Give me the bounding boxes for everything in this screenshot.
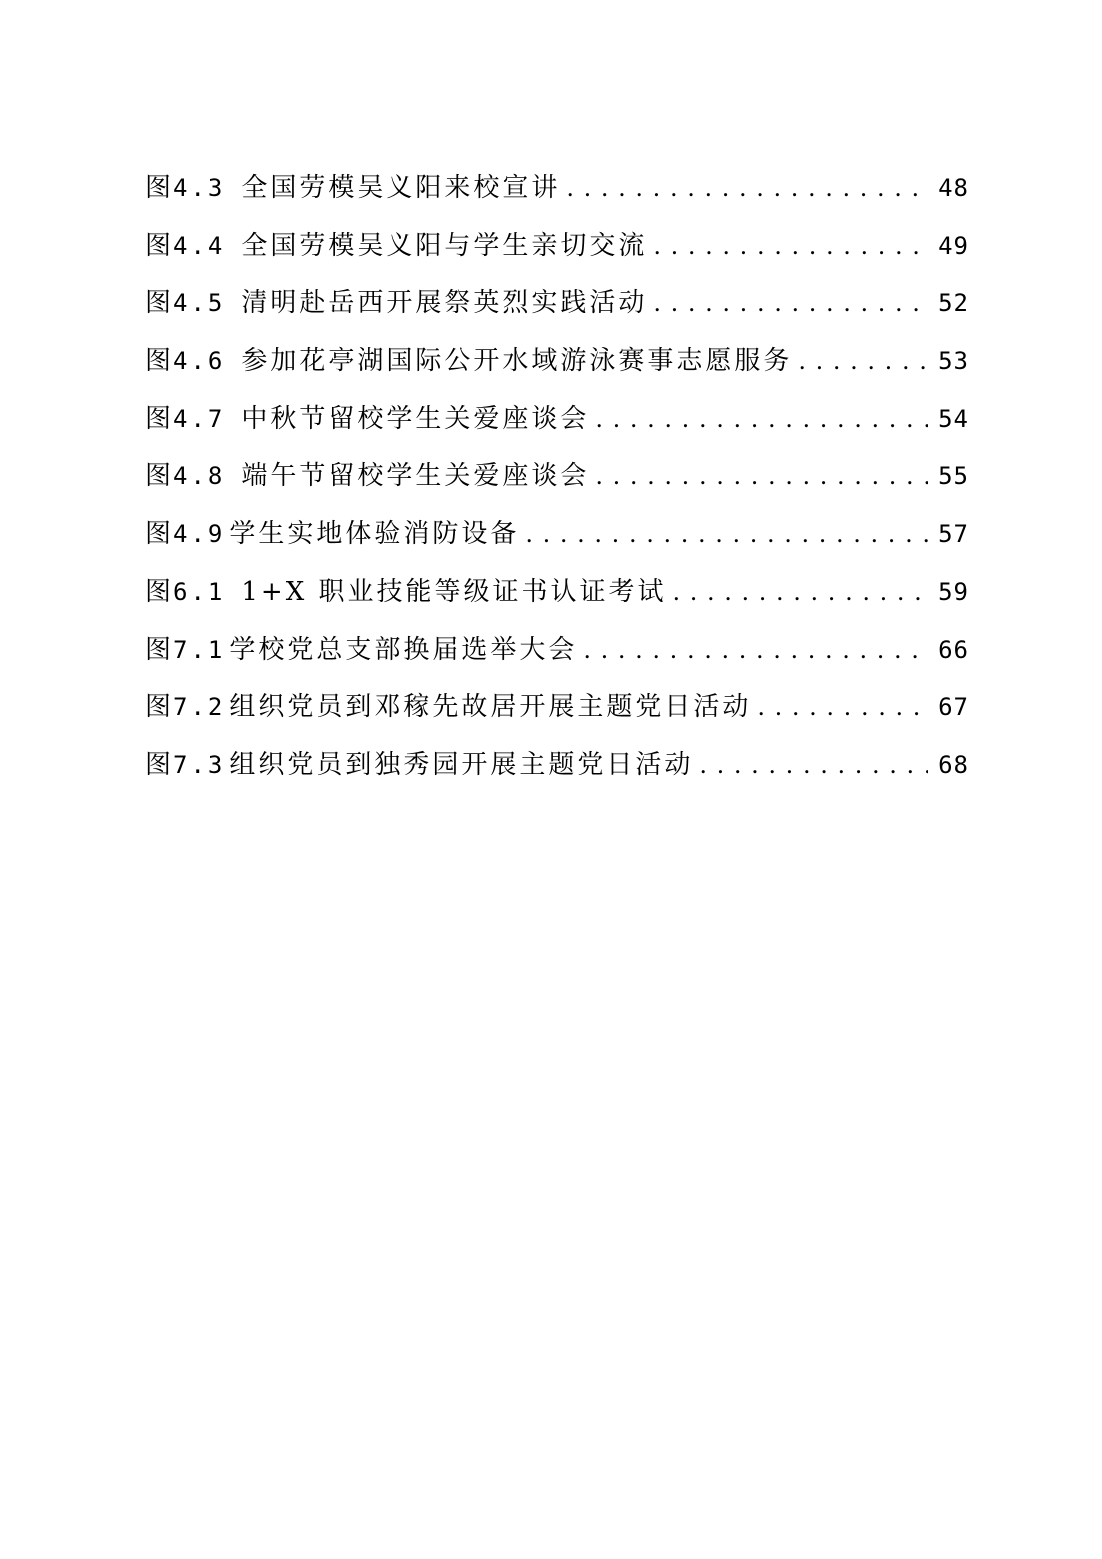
entry-title: 1+X 职业技能等级证书认证考试 <box>241 576 667 607</box>
entry-title: 学校党总支部换届选举大会 <box>229 634 578 665</box>
dot-leader <box>566 160 928 218</box>
toc-entry[interactable] <box>145 275 969 333</box>
page-number: 48 <box>938 174 969 202</box>
page-number: 67 <box>938 693 969 722</box>
entry-title: 清明赴岳西开展祭英烈实践活动 <box>241 288 648 319</box>
entry-title: 组织党员到独秀园开展主题党日活动 <box>229 749 694 780</box>
page-number: 52 <box>938 289 969 318</box>
figure-list <box>145 160 969 795</box>
toc-entry[interactable] <box>145 737 969 795</box>
toc-entry[interactable] <box>145 679 969 737</box>
entry-label: 图7.3 <box>145 749 226 780</box>
toc-entry[interactable] <box>145 160 969 218</box>
entry-title: 学生实地体验消防设备 <box>229 519 520 550</box>
toc-entry[interactable] <box>145 448 969 506</box>
toc-entry[interactable] <box>145 333 969 391</box>
page-number: 49 <box>938 231 969 260</box>
page-number: 57 <box>938 520 969 549</box>
dot-leader <box>595 448 928 506</box>
entry-title: 参加花亭湖国际公开水域游泳赛事志愿服务 <box>241 346 793 377</box>
entry-label: 图4.5 <box>145 288 226 319</box>
toc-entry[interactable] <box>145 218 969 276</box>
dot-leader <box>699 737 928 795</box>
dot-leader <box>653 275 928 333</box>
toc-entry[interactable] <box>145 506 969 564</box>
page-number: 59 <box>938 577 969 606</box>
page-number: 54 <box>938 404 969 433</box>
dot-leader <box>583 622 928 680</box>
entry-title: 中秋节留校学生关爱座谈会 <box>241 403 590 434</box>
entry-title: 端午节留校学生关爱座谈会 <box>241 461 590 492</box>
entry-label: 图7.1 <box>145 634 226 665</box>
entry-label: 图4.4 <box>145 230 226 261</box>
page-number: 55 <box>938 462 969 491</box>
entry-label: 图4.9 <box>145 519 226 550</box>
entry-label: 图4.8 <box>145 461 226 492</box>
dot-leader <box>525 506 928 564</box>
toc-entry[interactable] <box>145 391 969 449</box>
entry-label: 图7.2 <box>145 692 226 723</box>
entry-label: 图6.1 <box>145 576 226 607</box>
entry-label: 图4.3 <box>145 173 226 203</box>
entry-label: 图4.6 <box>145 346 226 377</box>
dot-leader <box>757 679 928 737</box>
entry-title: 全国劳模吴义阳与学生亲切交流 <box>241 230 648 261</box>
page-number: 66 <box>938 635 969 664</box>
toc-entry[interactable] <box>145 622 969 680</box>
dot-leader <box>672 564 928 622</box>
entry-label: 图4.7 <box>145 403 226 434</box>
entry-title: 全国劳模吴义阳来校宣讲 <box>241 173 561 203</box>
dot-leader <box>653 218 928 276</box>
entry-title: 组织党员到邓稼先故居开展主题党日活动 <box>229 692 752 723</box>
toc-entry[interactable] <box>145 564 969 622</box>
dot-leader <box>595 391 928 449</box>
dot-leader <box>798 333 928 391</box>
page-number: 53 <box>938 347 969 376</box>
page-number: 68 <box>938 750 969 779</box>
